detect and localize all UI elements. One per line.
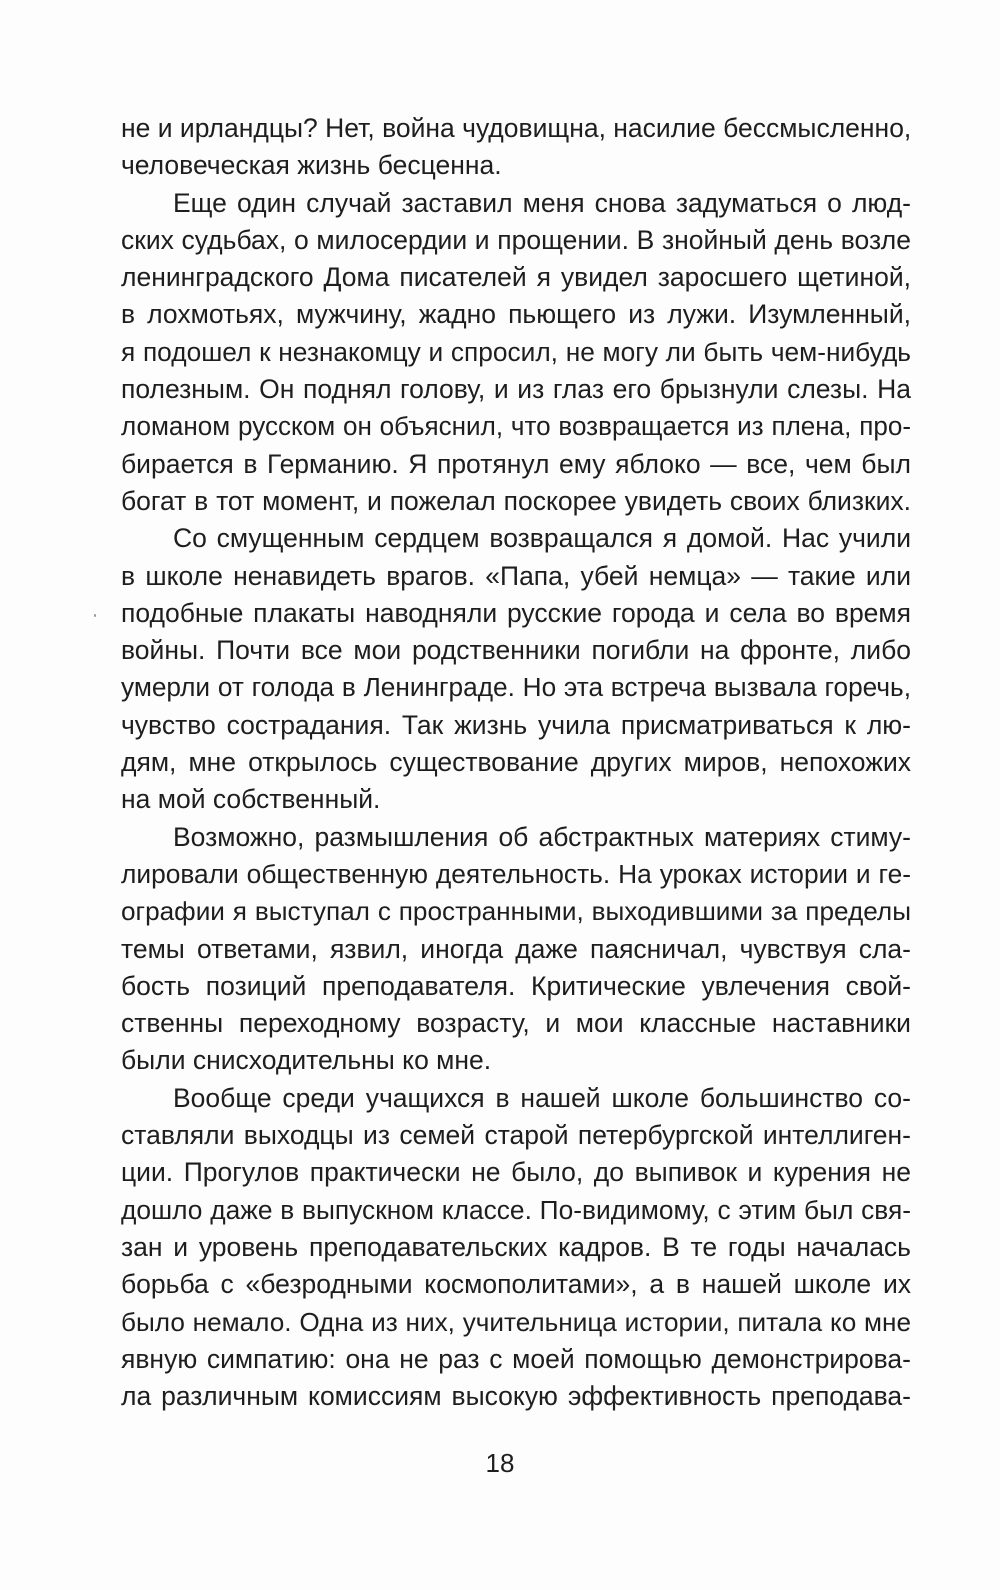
paragraph-4 — [121, 819, 911, 1080]
body-text — [121, 110, 911, 1415]
text-line: Со смущенным сердцем возвращался я домой. Нас учили — [173, 523, 911, 554]
text-line: лировали общественную деятельность. На уроках истории и ге- — [121, 858, 911, 889]
text-line: явную симпатию: она не раз с моей помощью демонстрирова- — [121, 1343, 911, 1374]
text-line: я подошел к незнакомцу и спросил, не могу ли быть чем-нибудь — [121, 336, 911, 367]
paragraph-5 — [121, 1080, 911, 1416]
text-line: дошло даже в выпускном классе. По-видимому, с этим был свя- — [121, 1194, 911, 1225]
text-line: было немало. Одна из них, учительница истории, питала ко мне — [121, 1306, 911, 1337]
page-number: 18 — [485, 1448, 515, 1478]
text-line: в школе ненавидеть врагов. «Папа, убей немца» — такие или — [121, 560, 911, 591]
text-line: ских судьбах, о милосердии и прощении. В знойный день возле — [121, 224, 911, 255]
text-line: борьба с «безродными космополитами», а в нашей школе их — [121, 1269, 911, 1300]
text-line: ции. Прогулов практически не было, до выпивок и курения не — [121, 1157, 911, 1188]
text-line: чувство сострадания. Так жизнь учила присматриваться к лю- — [121, 709, 911, 740]
text-line: ографии я выступал с пространными, выходившими за пределы — [121, 896, 911, 927]
text-line: ственны переходному возрасту, и мои классные наставники — [121, 1008, 911, 1039]
text-line: ломаном русском он объяснил, что возвращается из плена, про- — [121, 411, 911, 442]
text-line: в лохмотьях, мужчину, жадно пьющего из лужи. Изумленный, — [121, 299, 911, 330]
text-line: зан и уровень преподавательских кадров. В те годы началась — [121, 1231, 911, 1262]
text-line: были снисходительны ко мне. — [121, 1045, 492, 1076]
text-line: войны. Почти все мои родственники погибли на фронте, либо — [121, 635, 911, 666]
text-line: богат в тот момент, и пожелал поскорее увидеть своих близких. — [121, 485, 911, 516]
text-line: человеческая жизнь бесценна. — [121, 150, 502, 181]
text-line: Еще один случай заставил меня снова задуматься о люд- — [173, 187, 911, 218]
text-line: подобные плакаты наводняли русские города и села во время — [121, 597, 911, 628]
text-line: дям, мне открылось существование других миров, непохожих — [121, 747, 911, 778]
paragraph-2 — [121, 185, 911, 521]
text-line: ла различным комиссиям высокую эффективность преподава- — [121, 1381, 911, 1412]
text-line: ставляли выходцы из семей старой петербургской интеллиген- — [121, 1120, 911, 1151]
text-line: умерли от голода в Ленинграде. Но эта встреча вызвала горечь, — [121, 672, 911, 703]
text-line: бирается в Германию. Я протянул ему яблоко — все, чем был — [121, 448, 911, 479]
text-line: не и ирландцы? Нет, война чудовищна, насилие бессмысленно, — [121, 113, 912, 143]
text-line: на мой собственный. — [121, 784, 381, 815]
text-line: бость позиций преподавателя. Критические увлечения свой- — [121, 970, 911, 1001]
text-line: ленинградского Дома писателей я увидел заросшего щетиной, — [121, 262, 911, 293]
text-line: Вообще среди учащихся в нашей школе большинство со- — [173, 1082, 911, 1113]
paper-speck — [94, 614, 96, 617]
text-line: полезным. Он поднял голову, и из глаз его брызнули слезы. На — [121, 374, 911, 405]
paragraph-3 — [121, 520, 911, 818]
paragraph-1 — [121, 110, 911, 185]
text-line: Возможно, размышления об абстрактных материях стиму- — [173, 821, 911, 852]
text-line: темы ответами, язвил, иногда даже паясничал, чувствуя сла- — [121, 933, 911, 964]
